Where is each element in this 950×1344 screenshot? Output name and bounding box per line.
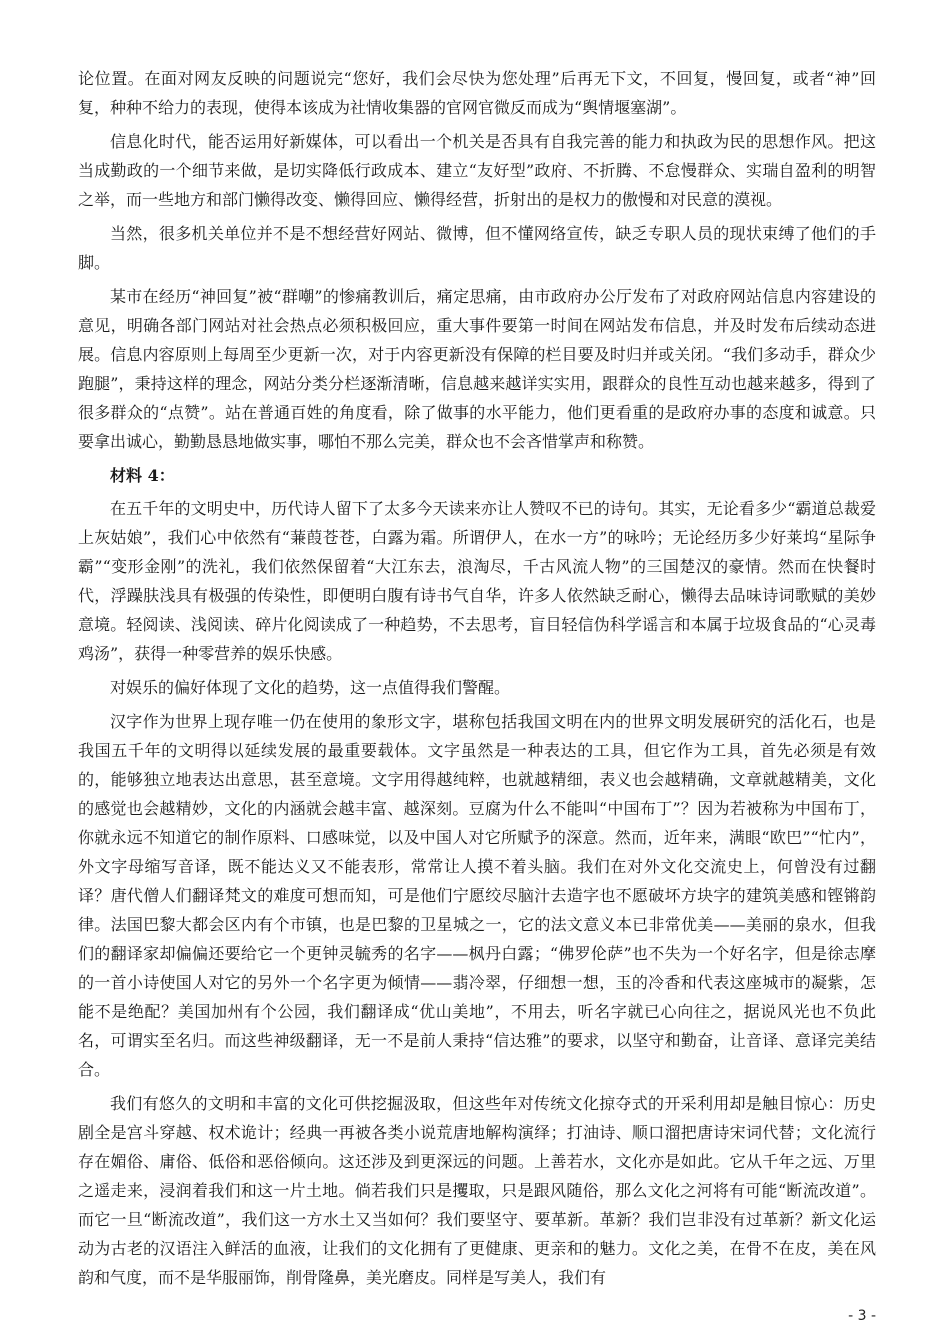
paragraph: 某市在经历“神回复”被“群嘲”的惨痛教训后，痛定思痛，由市政府办公厅发布了对政府网站信息内容建设的意见，明确各部门网站对社会热点必须积极回应，重大事件要第一时间在网站发布信息，并及时发布后续动态进展。信息内容原则上每周至少更新一次，对于内容更新没有保障的栏目要及时归并或关闭。“我们多动手，群众少跑腿”，秉持这样的理念，网站分类分栏逐渐清晰，信息越来越详实实用，跟群众的良性互动也越来越多，得到了很多群众的“点赞”。站在普通百姓的角度看，除了做事的水平能力，他们更看重的是政府办事的态度和诚意。只要拿出诚心，勤勤恳恳地做实事，哪怕不那么完美，群众也不会吝惜掌声和称赞。 bbox=[78, 287, 876, 451]
paragraph: 我们有悠久的文明和丰富的文化可供挖掘汲取，但这些年对传统文化掠夺式的开采利用却是触目惊心：历史剧全是宫斗穿越、权术诡计；经典一再被各类小说荒唐地解构演绎；打油诗、顺口溜把唐诗宋词代替；文化流行存在媚俗、庸俗、低俗和恶俗倾向。这还涉及到更深远的问题。上善若水，文化亦是如此。它从千年之远、万里之遥走来，浸润着我们和这一片土地。倘若我们只是攫取，只是跟风随俗，那么文化之河将有可能“断流改道”。而它一旦“断流改道”，我们这一方水土又当如何？我们要坚守、要革新。革新？我们岂非没有过革新？新文化运动为古老的汉语注入鲜活的血液，让我们的文化拥有了更健康、更亲和的魅力。文化之美，在骨不在皮，美在风韵和气度，而不是华服丽饰，削骨隆鼻，美光磨皮。同样是写美人，我们有 bbox=[78, 1094, 876, 1287]
paragraph: 论位置。在面对网友反映的问题说完“您好，我们会尽快为您处理”后再无下文，不回复，慢回复，或者“神”回复，种种不给力的表现，使得本该成为社情收集器的官网官微反而成为“舆情堰塞湖”。 bbox=[78, 69, 876, 117]
paragraph: 当然，很多机关单位并不是不想经营好网站、微博，但不懂网络宣传，缺乏专职人员的现状束缚了他们的手脚。 bbox=[78, 224, 876, 272]
page-number: - 3 - bbox=[848, 1308, 876, 1324]
section-heading: 材料 4： bbox=[110, 466, 175, 485]
paragraph: 信息化时代，能否运用好新媒体，可以看出一个机关是否具有自我完善的能力和执政为民的思想作风。把这当成勤政的一个细节来做，是切实降低行政成本、建立“友好型”政府、不折腾、不怠慢群众、实瑞自盈利的明智之举，而一些地方和部门懒得改变、懒得回应、懒得经营，折射出的是权力的傲慢和对民意的漠视。 bbox=[78, 132, 876, 209]
paragraph: 汉字作为世界上现存唯一仍在使用的象形文字，堪称包括我国文明在内的世界文明发展研究的活化石，也是我国五千年的文明得以延续发展的最重要载体。文字虽然是一种表达的工具，但它作为工具，首先必须是有效的，能够独立地表达出意思，甚至意境。文字用得越纯粹，也就越精细，表义也会越精确，文章就越精美，文化的感觉也会越精妙，文化的内涵就会越丰富、越深刻。豆腐为什么不能叫“中国布丁”？因为若被称为中国布丁，你就永远不知道它的制作原料、口感味觉，以及中国人对它所赋予的深意。然而，近年来，满眼“欧巴”“忙内”，外文字母缩写音译，既不能达义又不能表形，常常让人摸不着头脑。我们在对外文化交流史上，何曾没有过翻译？唐代僧人们翻译梵文的难度可想而知，可是他们宁愿绞尽脑汁去造字也不愿破坏方块字的建筑美感和铿锵韵律。法国巴黎大都会区内有个市镇，也是巴黎的卫星城之一，它的法文意义本已非常优美——美丽的泉水，但我们的翻译家却偏偏还要给它一个更钟灵毓秀的名字——枫丹白露；“佛罗伦萨”也不失为一个好名字，但是徐志摩的一首小诗使国人对它的另外一个名字更为倾情——翡冷翠，仔细想一想，玉的冷香和代表这座城市的凝紫，怎能不是绝配？美国加州有个公园，我们翻译成“优山美地”，不用去，听名字就已心向往之，据说风光也不负此名，可谓实至名归。而这些神级翻译，无一不是前人秉持“信达雅”的要求，以坚守和勤奋，让音译、意译完美结合。 bbox=[78, 712, 876, 1079]
paragraph: 在五千年的文明史中，历代诗人留下了太多今天读来亦让人赞叹不已的诗句。其实，无论看多少“霸道总裁爱上灰姑娘”，我们心中依然有“蒹葭苍苍，白露为霜。所谓伊人，在水一方”的咏吟；无论经历多少好莱坞“星际争霸”“变形金刚”的洗礼，我们依然保留着“大江东去，浪淘尽，千古风流人物”的三国楚汉的豪情。然而在快餐时代，浮躁肤浅具有极强的传染性，即便明白腹有诗书气自华，许多人依然缺乏耐心，懒得去品味诗词歌赋的美妙意境。轻阅读、浅阅读、碎片化阅读成了一种趋势，不去思考，盲目轻信伪科学谣言和本属于垃圾食品的“心灵毒鸡汤”，获得一种零营养的娱乐快感。 bbox=[78, 499, 876, 663]
paragraph: 对娱乐的偏好体现了文化的趋势，这一点值得我们警醒。 bbox=[110, 678, 511, 697]
document-body bbox=[78, 64, 876, 1297]
